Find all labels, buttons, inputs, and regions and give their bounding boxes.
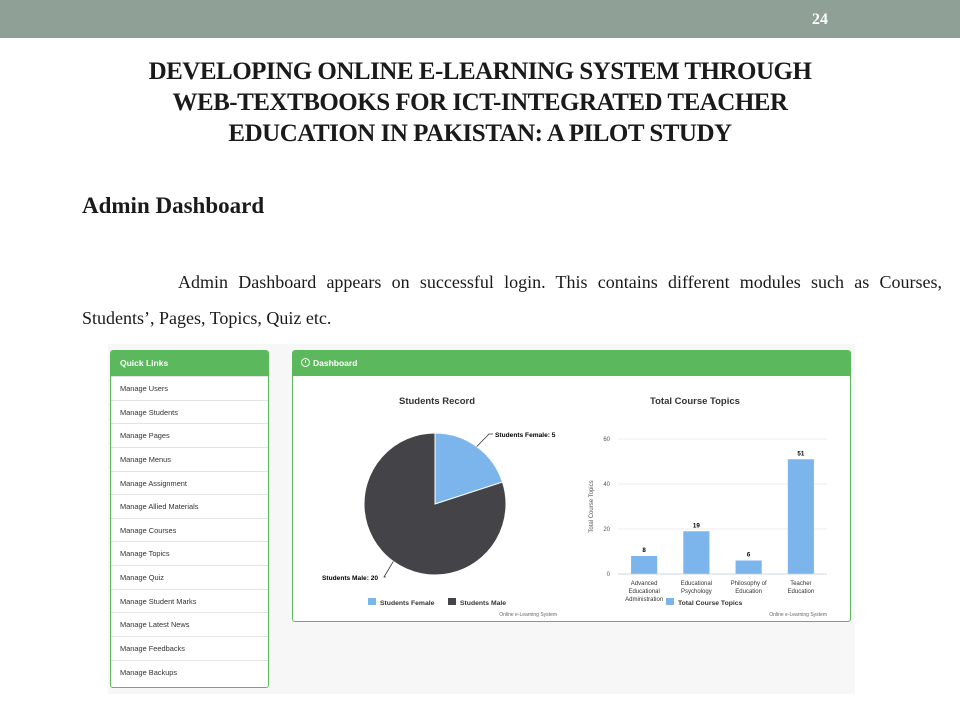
pie-legend-swatch	[448, 598, 456, 605]
pie-connector-1	[384, 561, 393, 577]
title-line-1: DEVELOPING ONLINE E-LEARNING SYSTEM THROUGH	[148, 58, 812, 85]
dashboard-charts	[293, 377, 850, 621]
top-bar	[0, 0, 960, 38]
description-paragraph: Admin Dashboard appears on successful login. This contains different modules such as Courses, Students’, Pages, Topics, Quiz etc.	[82, 272, 942, 328]
dashboard-screenshot	[108, 344, 855, 694]
quick-link-manage-users[interactable]: Manage Users	[111, 376, 268, 400]
title-line-2: WEB-TEXTBOOKS FOR ICT-INTEGRATED TEACHER	[172, 89, 788, 116]
bar-x-tick-label: Philosophy of	[730, 581, 767, 587]
dashboard-header	[293, 351, 850, 376]
bar-chart-title: Total Course Topics	[650, 396, 740, 407]
quick-link-manage-quiz[interactable]: Manage Quiz	[111, 565, 268, 589]
bar-y-tick-label: 60	[603, 437, 610, 443]
bar-data-label: 51	[797, 450, 805, 458]
quick-link-manage-topics[interactable]: Manage Topics	[111, 541, 268, 565]
pie-legend-label: Students Male	[460, 600, 507, 607]
bar-legend-swatch	[666, 598, 674, 605]
dashboard-title: Dashboard	[313, 358, 358, 368]
quick-link-manage-allied-materials[interactable]: Manage Allied Materials	[111, 494, 268, 518]
quick-link-manage-assignment[interactable]: Manage Assignment	[111, 471, 268, 495]
bar-data-label: 6	[746, 551, 751, 559]
bar-x-tick-label: Educational	[628, 589, 660, 595]
pie-data-label: Students Female: 5	[495, 432, 556, 439]
quick-links-list	[111, 376, 268, 683]
bar-legend-label: Total Course Topics	[678, 600, 743, 607]
quick-link-manage-student-marks[interactable]: Manage Student Marks	[111, 589, 268, 613]
quick-link-manage-backups[interactable]: Manage Backups	[111, 660, 268, 684]
bar-x-tick-label: Psychology	[681, 589, 712, 595]
bar-x-tick-label: Administration	[625, 597, 664, 603]
quick-links-panel	[110, 350, 269, 688]
bar	[683, 531, 709, 574]
bar-credit: Online e-Learning System	[769, 612, 827, 618]
bar-data-label: 19	[692, 522, 700, 530]
bar-y-tick-label: 0	[606, 572, 610, 578]
quick-link-manage-pages[interactable]: Manage Pages	[111, 423, 268, 447]
quick-link-manage-students[interactable]: Manage Students	[111, 400, 268, 424]
bar-y-tick-label: 40	[603, 482, 610, 488]
bar-x-tick-label: Education	[735, 589, 762, 595]
pie-connector-0	[477, 434, 493, 447]
page-number: 24	[812, 11, 828, 28]
quick-link-manage-menus[interactable]: Manage Menus	[111, 447, 268, 471]
section-heading: Admin Dashboard	[82, 193, 265, 218]
pie-legend-swatch	[368, 598, 376, 605]
bar	[736, 561, 762, 575]
bar	[631, 556, 657, 574]
clock-icon	[301, 358, 310, 367]
quick-link-manage-latest-news[interactable]: Manage Latest News	[111, 612, 268, 636]
pie-chart-title: Students Record	[398, 396, 476, 407]
bar-y-axis-label: Total Course Topics	[589, 480, 595, 533]
quick-link-manage-feedbacks[interactable]: Manage Feedbacks	[111, 636, 268, 660]
pie-credit: Online e-Learning System	[499, 612, 557, 618]
quick-link-manage-courses[interactable]: Manage Courses	[111, 518, 268, 542]
bar	[788, 459, 814, 574]
bar-data-label: 8	[642, 547, 646, 554]
bar-x-tick-label: Advanced	[630, 581, 658, 587]
pie-legend-label: Students Female	[380, 600, 435, 607]
bar-x-tick-label: Educational	[680, 581, 713, 587]
bar-y-tick-label: 20	[603, 527, 610, 533]
slide-title	[120, 56, 840, 149]
quick-links-title: Quick Links	[111, 351, 268, 376]
bar-x-tick-label: Teacher	[790, 581, 812, 587]
dashboard-panel	[292, 350, 851, 622]
pie-data-label: Students Male: 20	[322, 575, 379, 582]
bar-x-tick-label: Education	[787, 589, 815, 595]
title-line-3: EDUCATION IN PAKISTAN: A PILOT STUDY	[228, 120, 732, 147]
